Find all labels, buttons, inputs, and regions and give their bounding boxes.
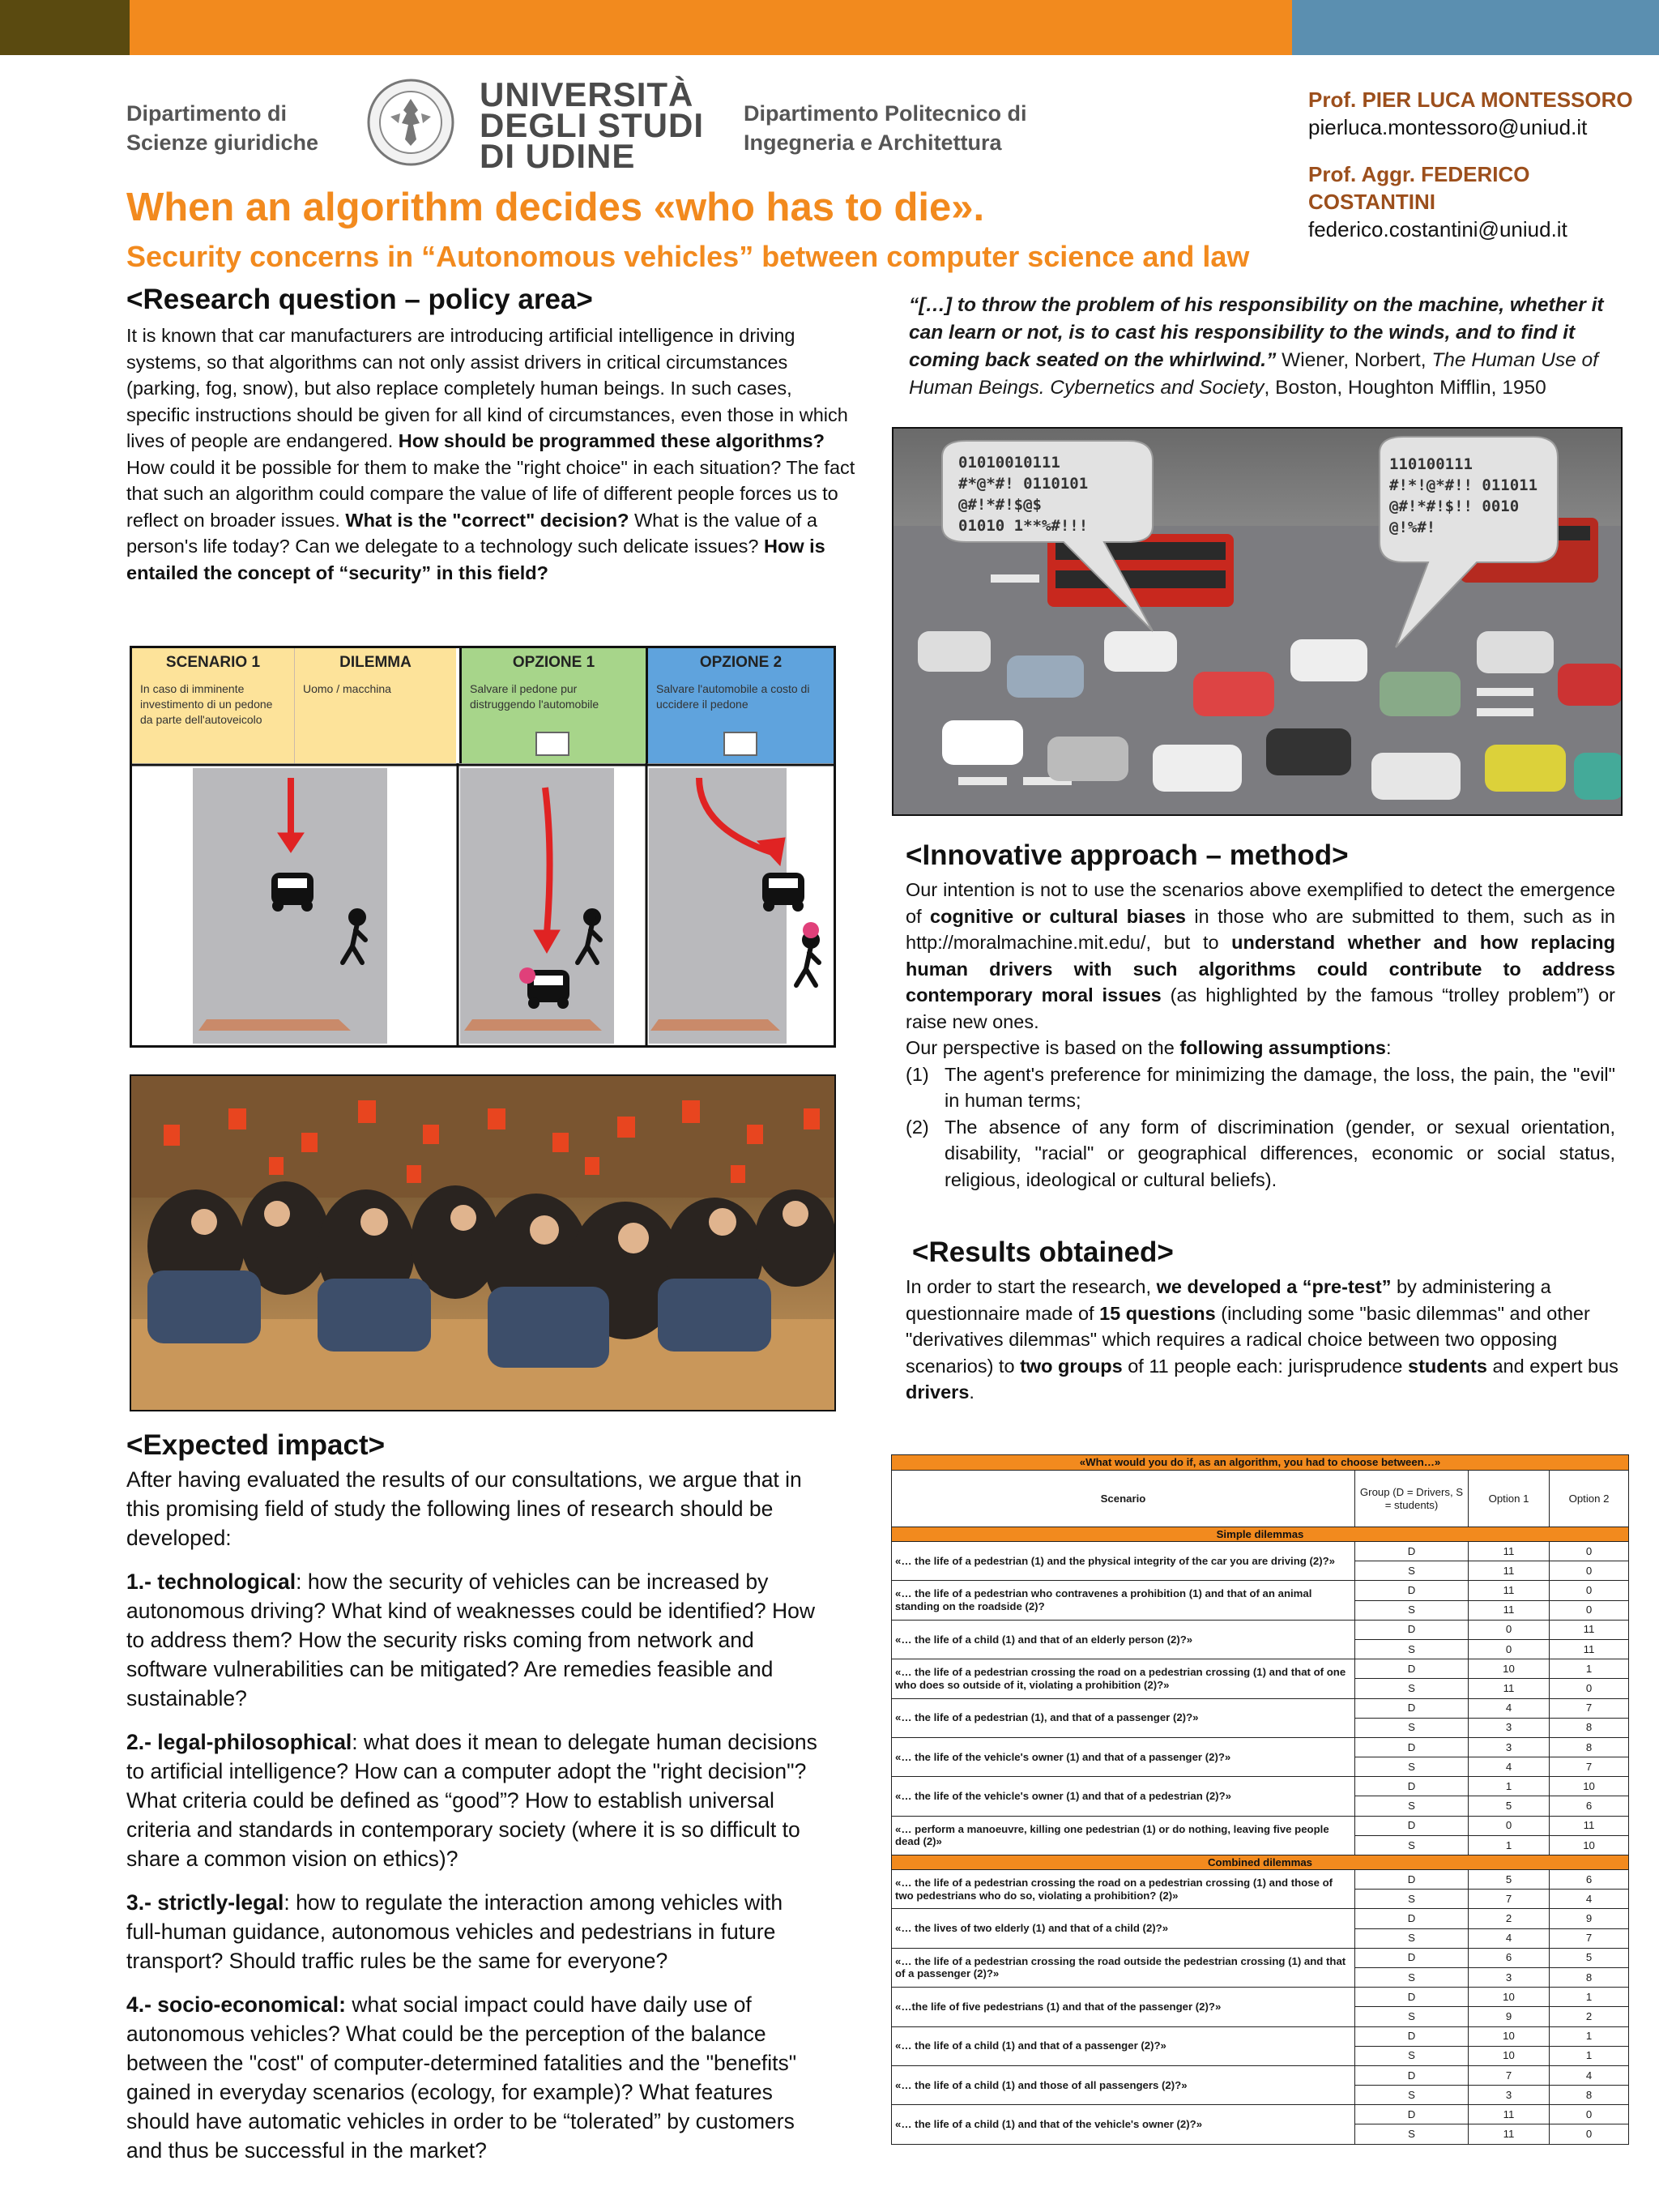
table-cell-group: S: [1355, 1679, 1469, 1698]
university-name: [480, 75, 705, 175]
table-cell-group: S: [1355, 2086, 1469, 2105]
table-cell-group: D: [1355, 1659, 1469, 1679]
research-b2: What is the "correct" decision?: [345, 509, 629, 531]
table-cell-group: S: [1355, 1561, 1469, 1581]
scenario-col-4-text: Salvare l'automobile a costo di uccidere il pedone: [656, 682, 810, 711]
research-heading: <Research question – policy area>: [126, 284, 593, 315]
bubble-right-line2: #!*!@*#!! 011011: [1389, 476, 1538, 494]
table-cell-option-1: 1: [1469, 1835, 1550, 1855]
results-k: .: [969, 1381, 975, 1403]
table-cell-option-1: 11: [1469, 1679, 1550, 1698]
table-cell-option-1: 10: [1469, 1659, 1550, 1679]
impact-item-1-label: 1.- technological: [126, 1569, 296, 1594]
table-section-row: [892, 1527, 1629, 1542]
table-cell-group: S: [1355, 1639, 1469, 1659]
top-color-band: [0, 0, 1659, 55]
table-cell-group: S: [1355, 2007, 1469, 2026]
table-cell-group: D: [1355, 2065, 1469, 2085]
bubble-left-line4: 01010 1**%#!!!: [958, 517, 1089, 535]
impact-item-2-text: : what does it mean to delegate human decisions to artificial intelligence? How can a computer adopt the "right decision"? What criteria could be defined as “good”? How to establish universal criteria and standards in contemporary society (where it is so difficult to share a common vision on ethics)?: [126, 1730, 817, 1871]
dept-right-line1: Dipartimento Politecnico di: [744, 101, 1027, 126]
table-row: [892, 1909, 1629, 1928]
table-row: [892, 2065, 1629, 2085]
table-cell-scenario: «… the life of a pedestrian who contravenes a prohibition (1) and that of an animal standing on the roadside (2)?: [892, 1581, 1355, 1620]
scenario-col-1-text: In caso di imminente investimento di un pedone da parte dell'autoveicolo: [140, 682, 273, 726]
table-cell-scenario: «… perform a manoeuvre, killing one pedestrian (1) or do nothing, leaving five people dead (2)»: [892, 1816, 1355, 1855]
innovative-p1c: in those who are submitted to them, such as in http://moralmachine.mit.edu/, but to: [906, 905, 1615, 953]
header-option-2: Option 2: [1550, 1471, 1629, 1527]
table-cell-group: D: [1355, 1948, 1469, 1967]
table-row: [892, 1581, 1629, 1600]
table-row: [892, 1777, 1629, 1796]
traffic-jam-image: [892, 427, 1623, 816]
table-cell-group: D: [1355, 1816, 1469, 1835]
results-table: [891, 1454, 1629, 2145]
assumption-1: [906, 1061, 1615, 1114]
results-d: 15 questions: [1099, 1302, 1216, 1324]
table-cell-option-2: 0: [1550, 1561, 1629, 1581]
scenario-col-2-text: Uomo / macchina: [303, 682, 391, 695]
table-cell-option-2: 5: [1550, 1948, 1629, 1967]
table-cell-group: S: [1355, 1928, 1469, 1948]
author-2-email: federico.costantini@uniud.it: [1308, 217, 1567, 241]
quote-book: The Human Use of Human Beings. Cybernetics and Society: [909, 349, 1598, 399]
table-cell-scenario: «… the life of a pedestrian crossing the road on a pedestrian crossing (1) and those of two pedestrians who do so, violating a prohibition? (2)»: [892, 1870, 1355, 1909]
innovative-p1: [906, 877, 1615, 1035]
assumption-2-num: (2): [906, 1116, 929, 1138]
table-cell-scenario: «… the life of a child (1) and that of the vehicle's owner (2)?»: [892, 2105, 1355, 2144]
poster-subtitle: Security concerns in “Autonomous vehicles” between computer science and law: [126, 240, 1250, 273]
header-option-1: Option 1: [1469, 1471, 1550, 1527]
impact-item-3: [126, 1888, 823, 1975]
table-cell-option-2: 1: [1550, 2046, 1629, 2065]
results-e: (including some "basic dilemmas" and other "derivatives dilemmas" which requires a radical choice between two opposing scenarios) to: [906, 1302, 1590, 1377]
table-cell-scenario: «…the life of five pedestrians (1) and that of the passenger (2)?»: [892, 1988, 1355, 2026]
bubble-right-line1: 110100111: [1389, 455, 1473, 473]
results-i: and expert bus: [1486, 1355, 1618, 1377]
innovative-p2a: Our perspective is based on the: [906, 1037, 1180, 1058]
poster-title: When an algorithm decides «who has to die».: [126, 186, 985, 229]
impact-text: [126, 1465, 823, 2165]
table-cell-group: S: [1355, 1796, 1469, 1816]
table-section-title: Combined dilemmas: [892, 1855, 1629, 1870]
table-cell-scenario: «… the life of a child (1) and that of an elderly person (2)?»: [892, 1620, 1355, 1659]
quote-publisher: , Boston, Houghton Mifflin, 1950: [1264, 377, 1546, 399]
results-g: of 11 people each: jurisprudence: [1122, 1355, 1408, 1377]
innovative-p1e: (as highlighted by the famous “trolley problem”) or raise new ones.: [906, 984, 1615, 1032]
impact-item-4-label: 4.- socio-economical:: [126, 1992, 346, 2017]
table-cell-group: S: [1355, 1757, 1469, 1777]
table-cell-scenario: «… the life of the vehicle's owner (1) and that of a pedestrian (2)?»: [892, 1777, 1355, 1816]
table-cell-group: D: [1355, 1870, 1469, 1890]
table-cell-option-1: 0: [1469, 1620, 1550, 1639]
results-a: In order to start the research,: [906, 1276, 1157, 1297]
table-cell-option-2: 0: [1550, 2105, 1629, 2124]
table-cell-option-1: 3: [1469, 1718, 1550, 1737]
table-cell-option-2: 7: [1550, 1698, 1629, 1718]
university-name-line3: DI UDINE: [480, 137, 636, 175]
table-cell-scenario: «… the life of the vehicle's owner (1) and that of a passenger (2)?»: [892, 1737, 1355, 1776]
innovative-p1b: cognitive or cultural biases: [930, 905, 1186, 927]
table-row: [892, 1620, 1629, 1639]
research-p1: It is known that car manufacturers are introducing artificial intelligence in driving systems, so that algorithms can not only assist drivers in critical circumstances (parking, fog, snow), but also replace completely human beings. In such cases, specific instructions should be given for all kind of circumstances, even those in which lives of people are endangered.: [126, 325, 848, 451]
scenario-col-2-title: DILEMMA: [339, 654, 412, 671]
table-title: «What would you do if, as an algorithm, you had to choose between…»: [892, 1455, 1629, 1471]
innovative-p1a: Our intention is not to use the scenarios above exemplified to detect the emergence of: [906, 879, 1615, 927]
band-orange: [130, 0, 1292, 55]
author-2: [1308, 160, 1659, 243]
impact-item-4: [126, 1990, 823, 2165]
header-scenario: Scenario: [892, 1471, 1355, 1527]
table-cell-group: S: [1355, 1600, 1469, 1620]
university-name-line2: DEGLI STUDI: [480, 106, 705, 144]
university-name-line1: UNIVERSITÀ: [480, 75, 694, 113]
scenario-roads: [132, 763, 834, 1045]
dept-right: [744, 99, 1027, 157]
table-cell-scenario: «… the life of a pedestrian crossing the road outside the pedestrian crossing (1) and that of a passenger (2)?»: [892, 1948, 1355, 1987]
impact-item-1: [126, 1567, 823, 1713]
wiener-quote: [909, 292, 1614, 402]
scenario-col-1: [132, 648, 294, 763]
table-row: [892, 1659, 1629, 1679]
table-cell-option-1: 3: [1469, 1967, 1550, 1987]
table-cell-option-2: 1: [1550, 1988, 1629, 2007]
impact-heading: <Expected impact>: [126, 1429, 386, 1461]
table-cell-option-2: 9: [1550, 1909, 1629, 1928]
table-cell-option-2: 8: [1550, 1718, 1629, 1737]
assumption-1-text: The agent's preference for minimizing the damage, the loss, the pain, the "evil" in human terms;: [945, 1063, 1615, 1111]
table-cell-group: S: [1355, 1835, 1469, 1855]
quote-text: “[…] to throw the problem of his responsibility on the machine, whether it can learn or not, is to cast his responsibility to the winds, and to find it coming back seated on the whirlwind.”: [909, 294, 1604, 371]
innovative-p2: [906, 1035, 1615, 1061]
table-cell-option-1: 10: [1469, 1988, 1550, 2007]
table-cell-group: D: [1355, 1737, 1469, 1757]
results-c: by administering a questionnaire made of: [906, 1276, 1551, 1324]
table-cell-option-2: 10: [1550, 1835, 1629, 1855]
table-cell-scenario: «… the life of a pedestrian (1), and that of a passenger (2)?»: [892, 1698, 1355, 1737]
bubble-right-line4: @!%#!: [1389, 519, 1436, 536]
table-cell-option-1: 9: [1469, 2007, 1550, 2026]
bubble-left-line3: @#!*#!$@$: [958, 496, 1042, 514]
impact-item-3-label: 3.- strictly-legal: [126, 1890, 284, 1915]
table-cell-option-1: 11: [1469, 1542, 1550, 1561]
table-cell-option-1: 4: [1469, 1928, 1550, 1948]
research-b1: How should be programmed these algorithms?: [398, 430, 825, 451]
table-cell-option-2: 7: [1550, 1928, 1629, 1948]
table-cell-option-1: 6: [1469, 1948, 1550, 1967]
table-cell-option-2: 8: [1550, 1967, 1629, 1987]
table-cell-option-1: 10: [1469, 2026, 1550, 2046]
table-row: [892, 2105, 1629, 2124]
table-cell-option-2: 1: [1550, 2026, 1629, 2046]
table-cell-group: S: [1355, 1890, 1469, 1909]
impact-item-2-label: 2.- legal-philosophical: [126, 1730, 352, 1754]
table-title-row: [892, 1455, 1629, 1471]
results-f: two groups: [1020, 1355, 1123, 1377]
table-cell-group: S: [1355, 2124, 1469, 2144]
table-row: [892, 1988, 1629, 2007]
results-h: students: [1408, 1355, 1487, 1377]
table-cell-group: D: [1355, 1698, 1469, 1718]
table-cell-scenario: «… the life of a child (1) and those of all passengers (2)?»: [892, 2065, 1355, 2104]
author-1-email: pierluca.montessoro@uniud.it: [1308, 115, 1588, 139]
innovative-heading: <Innovative approach – method>: [906, 839, 1349, 871]
table-cell-option-2: 8: [1550, 2086, 1629, 2105]
impact-item-1-text: : how the security of vehicles can be increased by autonomous driving? What kind of weaknesses could be identified? How to address them? How the security risks coming from network and software vulnerabilities can be mitigated? Are remedies feasible and sustainable?: [126, 1569, 815, 1710]
table-cell-option-2: 0: [1550, 1581, 1629, 1600]
header-group: Group (D = Drivers, S = students): [1355, 1471, 1469, 1527]
table-section-title: Simple dilemmas: [892, 1527, 1629, 1542]
audience-voting-image: [130, 1074, 836, 1411]
results-j: drivers: [906, 1381, 970, 1403]
table-cell-scenario: «… the lives of two elderly (1) and that of a child (2)?»: [892, 1909, 1355, 1948]
table-cell-group: D: [1355, 2026, 1469, 2046]
author-2-name: Prof. Aggr. FEDERICO COSTANTINI: [1308, 162, 1530, 214]
table-cell-scenario: «… the life of a pedestrian crossing the road on a pedestrian crossing (1) and that of one who does so outside of it, violating a prohibition (2)?»: [892, 1659, 1355, 1698]
table-row: [892, 1816, 1629, 1835]
table-cell-group: D: [1355, 1581, 1469, 1600]
table-cell-option-2: 7: [1550, 1757, 1629, 1777]
band-olive: [0, 0, 130, 55]
option-1-checkbox[interactable]: [535, 732, 569, 756]
table-cell-option-1: 0: [1469, 1816, 1550, 1835]
band-blue: [1292, 0, 1659, 55]
table-cell-option-2: 0: [1550, 1600, 1629, 1620]
table-cell-group: D: [1355, 1777, 1469, 1796]
innovative-p2b: following assumptions: [1179, 1037, 1386, 1058]
table-cell-option-1: 10: [1469, 2046, 1550, 2065]
table-cell-option-1: 1: [1469, 1777, 1550, 1796]
results-b: we developed a “pre-test”: [1156, 1276, 1392, 1297]
table-cell-scenario: «… the life of a child (1) and that of a passenger (2)?»: [892, 2026, 1355, 2065]
scenario-col-3-title: OPZIONE 1: [512, 654, 595, 671]
table-row: [892, 1542, 1629, 1561]
table-cell-scenario: «… the life of a pedestrian (1) and the physical integrity of the car you are driving (2)?»: [892, 1542, 1355, 1581]
table-row: [892, 2026, 1629, 2046]
table-cell-option-1: 7: [1469, 1890, 1550, 1909]
table-cell-group: D: [1355, 1909, 1469, 1928]
author-1-name: Prof. PIER LUCA MONTESSORO: [1308, 88, 1633, 112]
impact-item-2: [126, 1727, 823, 1873]
table-cell-option-2: 10: [1550, 1777, 1629, 1796]
table-cell-option-2: 8: [1550, 1737, 1629, 1757]
table-cell-option-1: 5: [1469, 1796, 1550, 1816]
table-row: [892, 1870, 1629, 1890]
table-row: [892, 1698, 1629, 1718]
table-section-row: [892, 1855, 1629, 1870]
assumption-2-text: The absence of any form of discrimination (gender, or sexual orientation, disability, "racial" or geographical differences, economic or social status, religious, ideological or cultural beliefs).: [945, 1116, 1615, 1190]
table-cell-option-2: 0: [1550, 1679, 1629, 1698]
research-p3: What is the value of a person's life today? Can we delegate to a technology such delicate issues?: [126, 509, 817, 557]
scenario-col-3-text: Salvare il pedone pur distruggendo l'automobile: [470, 682, 599, 711]
innovative-p2c: :: [1385, 1037, 1392, 1058]
author-1: [1308, 86, 1633, 141]
table-cell-option-2: 6: [1550, 1796, 1629, 1816]
table-cell-option-1: 3: [1469, 2086, 1550, 2105]
dept-left-line2: Scienze giuridiche: [126, 130, 319, 155]
dept-left-line1: Dipartimento di: [126, 101, 288, 126]
bubble-left-line1: 01010010111: [958, 454, 1060, 472]
innovative-p1d: understand whether and how replacing human drivers with such algorithms could contribute to address contemporary moral issues: [906, 932, 1615, 1006]
results-heading: <Results obtained>: [912, 1236, 1174, 1268]
table-cell-option-1: 0: [1469, 1639, 1550, 1659]
table-cell-option-2: 0: [1550, 2124, 1629, 2144]
table-cell-option-2: 11: [1550, 1620, 1629, 1639]
scenario-col-2: [294, 648, 456, 763]
table-cell-group: D: [1355, 1542, 1469, 1561]
table-cell-option-1: 11: [1469, 2124, 1550, 2144]
table-cell-option-1: 11: [1469, 1600, 1550, 1620]
table-cell-option-2: 6: [1550, 1870, 1629, 1890]
quote-author: Wiener, Norbert,: [1276, 349, 1432, 371]
table-cell-option-1: 5: [1469, 1870, 1550, 1890]
table-cell-group: D: [1355, 1620, 1469, 1639]
table-cell-option-2: 11: [1550, 1816, 1629, 1835]
research-text: [126, 322, 855, 586]
research-b3: How is entailed the concept of “security” in this field?: [126, 536, 825, 583]
table-cell-option-1: 11: [1469, 1561, 1550, 1581]
table-cell-option-2: 0: [1550, 1542, 1629, 1561]
table-cell-group: D: [1355, 2105, 1469, 2124]
impact-intro: After having evaluated the results of our consultations, we argue that in this promising field of study the following lines of research should be developed:: [126, 1467, 802, 1550]
table-row: [892, 1948, 1629, 1967]
scenario-col-4-title: OPZIONE 2: [699, 654, 783, 671]
scenario-col-1-title: SCENARIO 1: [165, 654, 261, 671]
innovative-text: [906, 877, 1615, 1193]
university-seal-icon: [366, 78, 455, 167]
table-cell-option-1: 11: [1469, 2105, 1550, 2124]
table-cell-option-1: 4: [1469, 1757, 1550, 1777]
impact-item-3-text: : how to regulate the interaction among vehicles with full-human guidance, autonomous vehicles and pedestrians in future transport? Should traffic rules be the same for everyone?: [126, 1890, 783, 1973]
assumption-2: [906, 1114, 1615, 1194]
table-cell-group: S: [1355, 2046, 1469, 2065]
table-cell-option-2: 2: [1550, 2007, 1629, 2026]
bubble-right-line3: @#!*#!$!! 0010: [1389, 497, 1520, 515]
assumption-1-num: (1): [906, 1063, 929, 1085]
impact-item-4-text: what social impact could have daily use of autonomous vehicles? What could be the perception of the balance between the "cost" of computer-determined fatalities and the "benefits" gained in everyday scenarios (ecology, for example)? What features should have automatic vehicles in order to be “tolerated” by customers and thus be successful in the market?: [126, 1992, 797, 2163]
bubble-left-line2: #*@*#! 0110101: [958, 475, 1089, 493]
table-cell-option-1: 2: [1469, 1909, 1550, 1928]
table-cell-option-1: 11: [1469, 1581, 1550, 1600]
table-cell-group: S: [1355, 1967, 1469, 1987]
table-cell-option-1: 4: [1469, 1698, 1550, 1718]
table-cell-option-2: 4: [1550, 1890, 1629, 1909]
dept-right-line2: Ingegneria e Architettura: [744, 130, 1002, 155]
table-cell-option-2: 4: [1550, 2065, 1629, 2085]
table-cell-option-1: 3: [1469, 1737, 1550, 1757]
table-cell-option-2: 1: [1550, 1659, 1629, 1679]
dept-left: [126, 99, 318, 157]
table-row: [892, 1737, 1629, 1757]
table-header-row: [892, 1471, 1629, 1527]
table-cell-group: D: [1355, 1988, 1469, 2007]
research-p2: How could it be possible for them to make the "right choice" in each situation? The fact that such an algorithm could compare the value of life of different people forces us to reflect on broader issues.: [126, 456, 855, 531]
table-cell-group: S: [1355, 1718, 1469, 1737]
option-2-checkbox[interactable]: [723, 732, 757, 756]
table-cell-option-1: 7: [1469, 2065, 1550, 2085]
scenario-diagram: [130, 646, 836, 1048]
results-text: [906, 1274, 1618, 1406]
table-cell-option-2: 11: [1550, 1639, 1629, 1659]
